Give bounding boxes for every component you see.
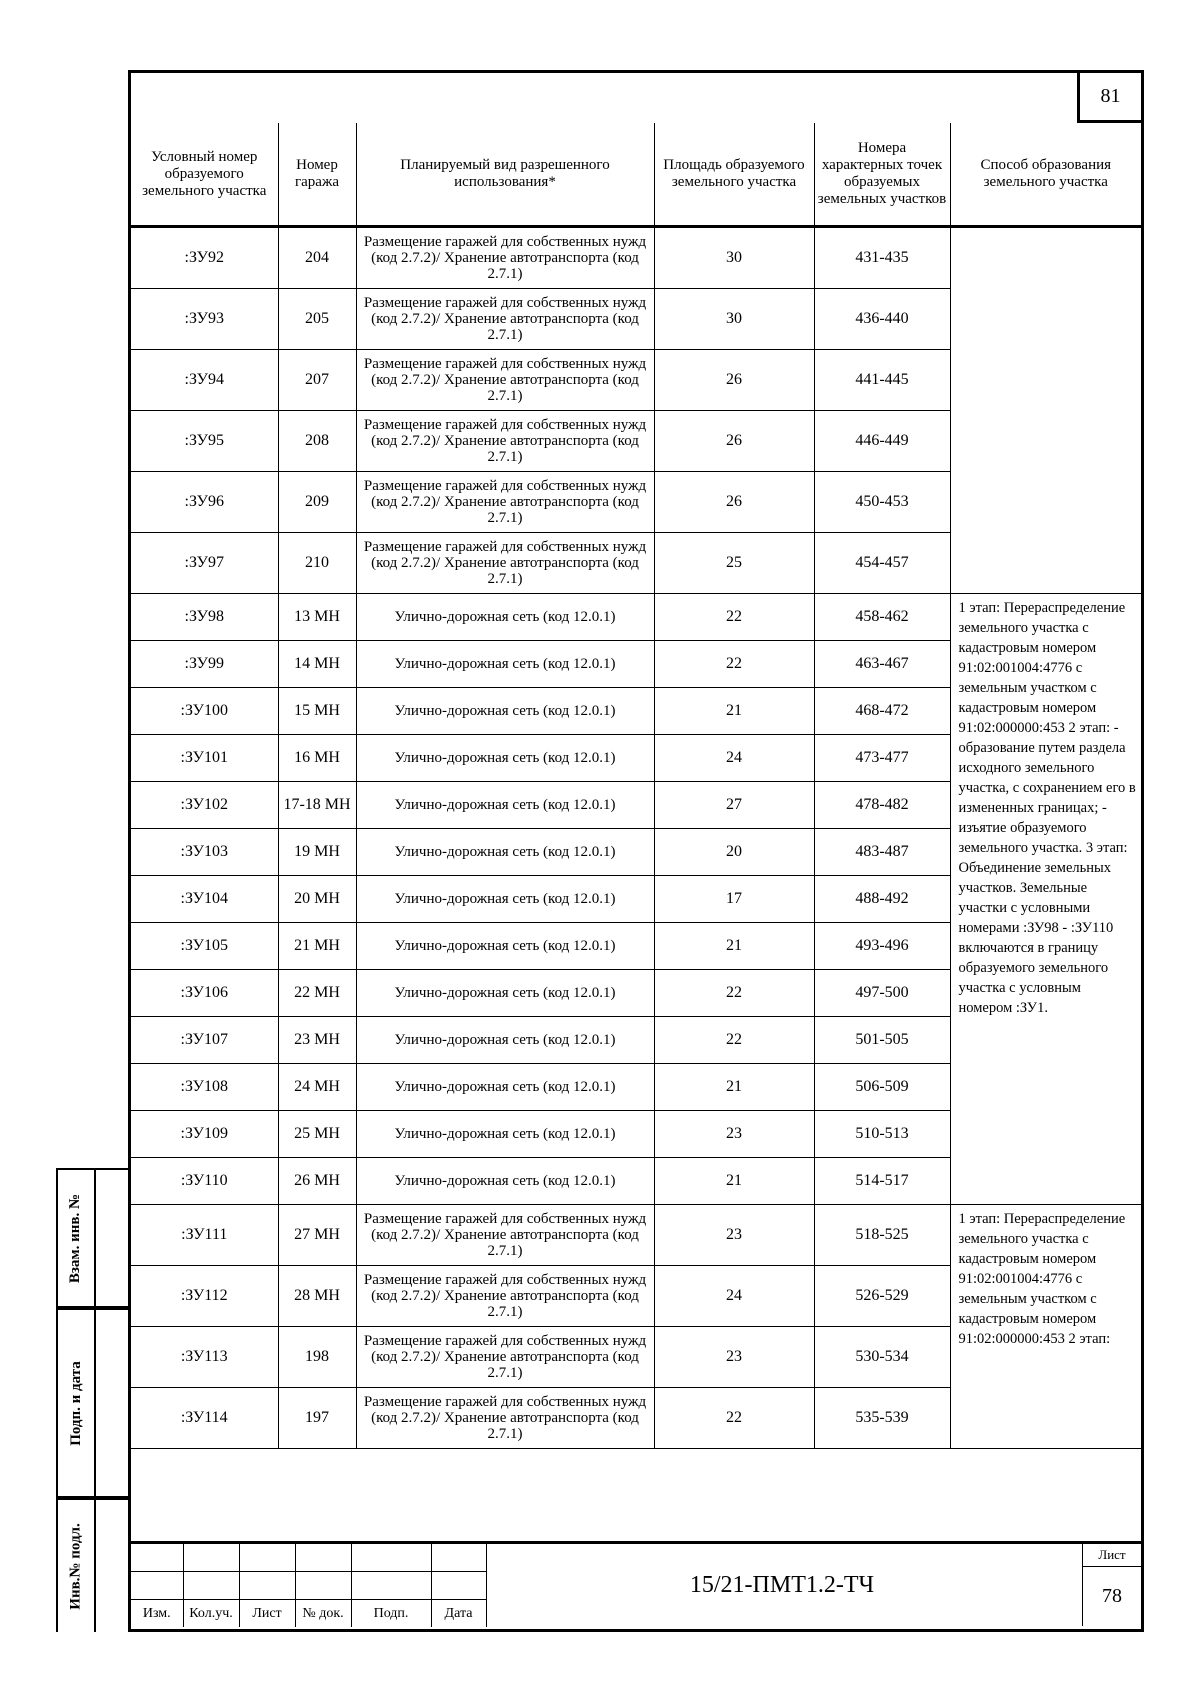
points-cell: 514-517 <box>814 1158 950 1205</box>
label-list: Лист <box>239 1600 295 1628</box>
garage-cell: 205 <box>278 289 356 350</box>
use-cell: Улично-дорожная сеть (код 12.0.1) <box>356 1111 654 1158</box>
use-cell: Улично-дорожная сеть (код 12.0.1) <box>356 641 654 688</box>
points-cell: 488-492 <box>814 876 950 923</box>
plot-id-cell: :ЗУ102 <box>131 782 278 829</box>
plot-id-cell: :ЗУ98 <box>131 594 278 641</box>
use-cell: Размещение гаражей для собственных нужд (код 2.7.2)/ Хранение автотранспорта (код 2.7.1) <box>356 1205 654 1266</box>
table-row <box>131 227 1141 289</box>
points-cell: 526-529 <box>814 1266 950 1327</box>
points-cell: 454-457 <box>814 533 950 594</box>
sheet-number: 78 <box>1102 1585 1122 1607</box>
points-cell: 501-505 <box>814 1017 950 1064</box>
document-code: 15/21-ПМТ1.2-ТЧ <box>486 1544 1077 1626</box>
garage-cell: 24 МН <box>278 1064 356 1111</box>
points-cell: 535-539 <box>814 1388 950 1449</box>
garage-cell: 26 МН <box>278 1158 356 1205</box>
area-cell: 26 <box>654 411 814 472</box>
plot-id-cell: :ЗУ92 <box>131 227 278 289</box>
use-cell: Улично-дорожная сеть (код 12.0.1) <box>356 876 654 923</box>
area-cell: 20 <box>654 829 814 876</box>
use-cell: Размещение гаражей для собственных нужд (код 2.7.2)/ Хранение автотранспорта (код 2.7.1) <box>356 1266 654 1327</box>
garage-cell: 25 МН <box>278 1111 356 1158</box>
use-cell: Улично-дорожная сеть (код 12.0.1) <box>356 688 654 735</box>
points-cell: 441-445 <box>814 350 950 411</box>
points-cell: 493-496 <box>814 923 950 970</box>
use-cell: Размещение гаражей для собственных нужд (код 2.7.2)/ Хранение автотранспорта (код 2.7.1) <box>356 350 654 411</box>
plot-id-cell: :ЗУ93 <box>131 289 278 350</box>
page-number: 81 <box>1077 73 1141 123</box>
use-cell: Улично-дорожная сеть (код 12.0.1) <box>356 782 654 829</box>
garage-cell: 210 <box>278 533 356 594</box>
plot-id-cell: :ЗУ97 <box>131 533 278 594</box>
plot-id-cell: :ЗУ95 <box>131 411 278 472</box>
revision-grid <box>131 1544 487 1627</box>
plot-id-cell: :ЗУ94 <box>131 350 278 411</box>
header-garage: Номер гаража <box>278 123 356 227</box>
area-cell: 25 <box>654 533 814 594</box>
method-cell: 1 этап: Перераспределение земельного участка с кадастровым номером 91:02:001004:4776 с земельным участком с кадастровым номером 91:02:000000:453 2 этап: - образование путем раздела исходного земельного участка, с сохранением его в измененных границах; - изъятие образуемого земельного участка. 3 этап: Объединение земельных участков. Земельные участки с условными номерами :ЗУ98 - :ЗУ110 включаются в границу образуемого земельного участка с условным номером :ЗУ1. <box>950 594 1141 1205</box>
points-cell: 518-525 <box>814 1205 950 1266</box>
area-cell: 22 <box>654 970 814 1017</box>
plot-id-cell: :ЗУ113 <box>131 1327 278 1388</box>
label-data: Дата <box>431 1600 486 1628</box>
document-frame <box>128 70 1144 1632</box>
points-cell: 478-482 <box>814 782 950 829</box>
header-use: Планируемый вид разрешенного использования* <box>356 123 654 227</box>
points-cell: 473-477 <box>814 735 950 782</box>
side-podp-label: Подп. и дата <box>67 1360 84 1446</box>
use-cell: Улично-дорожная сеть (код 12.0.1) <box>356 829 654 876</box>
plot-id-cell: :ЗУ96 <box>131 472 278 533</box>
label-n-dok: № док. <box>295 1600 351 1628</box>
label-podp: Подп. <box>351 1600 431 1628</box>
header-method: Способ образования земельного участка <box>950 123 1141 227</box>
use-cell: Улично-дорожная сеть (код 12.0.1) <box>356 970 654 1017</box>
points-cell: 530-534 <box>814 1327 950 1388</box>
title-block <box>131 1541 1141 1629</box>
side-podp-cell <box>56 1308 128 1498</box>
method-cell: 1 этап: Перераспределение земельного участка с кадастровым номером 91:02:001004:4776 с земельным участком с кадастровым номером 91:02:000000:453 2 этап: <box>950 1205 1141 1449</box>
area-cell: 27 <box>654 782 814 829</box>
use-cell: Размещение гаражей для собственных нужд (код 2.7.2)/ Хранение автотранспорта (код 2.7.1) <box>356 1327 654 1388</box>
area-cell: 24 <box>654 1266 814 1327</box>
plot-id-cell: :ЗУ99 <box>131 641 278 688</box>
area-cell: 23 <box>654 1205 814 1266</box>
use-cell: Размещение гаражей для собственных нужд (код 2.7.2)/ Хранение автотранспорта (код 2.7.1) <box>356 289 654 350</box>
side-inv-label: Инв.№ подл. <box>67 1522 84 1610</box>
area-cell: 22 <box>654 1388 814 1449</box>
side-inv-cell <box>56 1498 128 1632</box>
area-cell: 17 <box>654 876 814 923</box>
garage-cell: 198 <box>278 1327 356 1388</box>
use-cell: Улично-дорожная сеть (код 12.0.1) <box>356 1158 654 1205</box>
area-cell: 21 <box>654 688 814 735</box>
points-cell: 436-440 <box>814 289 950 350</box>
plot-id-cell: :ЗУ106 <box>131 970 278 1017</box>
garage-cell: 19 МН <box>278 829 356 876</box>
area-cell: 30 <box>654 227 814 289</box>
garage-cell: 209 <box>278 472 356 533</box>
garage-cell: 208 <box>278 411 356 472</box>
header-area: Площадь образуемого земельного участка <box>654 123 814 227</box>
side-vzam-cell <box>56 1168 128 1308</box>
garage-cell: 27 МН <box>278 1205 356 1266</box>
use-cell: Размещение гаражей для собственных нужд (код 2.7.2)/ Хранение автотранспорта (код 2.7.1) <box>356 227 654 289</box>
garage-cell: 204 <box>278 227 356 289</box>
area-cell: 30 <box>654 289 814 350</box>
points-cell: 446-449 <box>814 411 950 472</box>
plot-id-cell: :ЗУ114 <box>131 1388 278 1449</box>
area-cell: 21 <box>654 1064 814 1111</box>
use-cell: Размещение гаражей для собственных нужд (код 2.7.2)/ Хранение автотранспорта (код 2.7.1) <box>356 472 654 533</box>
header-points: Номера характерных точек образуемых земельных участков <box>814 123 950 227</box>
area-cell: 23 <box>654 1111 814 1158</box>
plot-id-cell: :ЗУ107 <box>131 1017 278 1064</box>
side-vzam-label: Взам. инв. № <box>67 1193 84 1283</box>
points-cell: 506-509 <box>814 1064 950 1111</box>
garage-cell: 15 МН <box>278 688 356 735</box>
table-row <box>131 594 1141 641</box>
table-row <box>131 1205 1141 1266</box>
use-cell: Улично-дорожная сеть (код 12.0.1) <box>356 1064 654 1111</box>
plot-id-cell: :ЗУ103 <box>131 829 278 876</box>
garage-cell: 13 МН <box>278 594 356 641</box>
garage-cell: 22 МН <box>278 970 356 1017</box>
side-stamp <box>56 1168 128 1632</box>
plot-id-cell: :ЗУ104 <box>131 876 278 923</box>
garage-cell: 21 МН <box>278 923 356 970</box>
table-header <box>131 123 1141 227</box>
area-cell: 22 <box>654 641 814 688</box>
garage-cell: 17-18 МН <box>278 782 356 829</box>
use-cell: Размещение гаражей для собственных нужд (код 2.7.2)/ Хранение автотранспорта (код 2.7.1) <box>356 411 654 472</box>
use-cell: Размещение гаражей для собственных нужд (код 2.7.2)/ Хранение автотранспорта (код 2.7.1) <box>356 1388 654 1449</box>
points-cell: 468-472 <box>814 688 950 735</box>
plot-id-cell: :ЗУ101 <box>131 735 278 782</box>
use-cell: Улично-дорожная сеть (код 12.0.1) <box>356 735 654 782</box>
use-cell: Улично-дорожная сеть (код 12.0.1) <box>356 923 654 970</box>
garage-cell: 23 МН <box>278 1017 356 1064</box>
sheet-box <box>1082 1544 1141 1626</box>
plot-id-cell: :ЗУ105 <box>131 923 278 970</box>
plot-id-cell: :ЗУ109 <box>131 1111 278 1158</box>
garage-cell: 207 <box>278 350 356 411</box>
points-cell: 450-453 <box>814 472 950 533</box>
area-cell: 26 <box>654 350 814 411</box>
plot-id-cell: :ЗУ110 <box>131 1158 278 1205</box>
points-cell: 483-487 <box>814 829 950 876</box>
points-cell: 497-500 <box>814 970 950 1017</box>
sheet-label: Лист <box>1083 1544 1141 1567</box>
land-plots-table <box>131 123 1141 1449</box>
plot-id-cell: :ЗУ100 <box>131 688 278 735</box>
points-cell: 510-513 <box>814 1111 950 1158</box>
area-cell: 24 <box>654 735 814 782</box>
header-plot-id: Условный номер образуемого земельного участка <box>131 123 278 227</box>
use-cell: Улично-дорожная сеть (код 12.0.1) <box>356 594 654 641</box>
points-cell: 458-462 <box>814 594 950 641</box>
points-cell: 463-467 <box>814 641 950 688</box>
method-cell-empty <box>950 227 1141 594</box>
garage-cell: 14 МН <box>278 641 356 688</box>
garage-cell: 20 МН <box>278 876 356 923</box>
area-cell: 21 <box>654 923 814 970</box>
use-cell: Размещение гаражей для собственных нужд (код 2.7.2)/ Хранение автотранспорта (код 2.7.1) <box>356 533 654 594</box>
area-cell: 23 <box>654 1327 814 1388</box>
label-izm: Изм. <box>131 1600 183 1628</box>
garage-cell: 16 МН <box>278 735 356 782</box>
garage-cell: 28 МН <box>278 1266 356 1327</box>
plot-id-cell: :ЗУ112 <box>131 1266 278 1327</box>
area-cell: 26 <box>654 472 814 533</box>
area-cell: 21 <box>654 1158 814 1205</box>
garage-cell: 197 <box>278 1388 356 1449</box>
label-kol-uch: Кол.уч. <box>183 1600 239 1628</box>
area-cell: 22 <box>654 1017 814 1064</box>
points-cell: 431-435 <box>814 227 950 289</box>
area-cell: 22 <box>654 594 814 641</box>
plot-id-cell: :ЗУ108 <box>131 1064 278 1111</box>
use-cell: Улично-дорожная сеть (код 12.0.1) <box>356 1017 654 1064</box>
plot-id-cell: :ЗУ111 <box>131 1205 278 1266</box>
